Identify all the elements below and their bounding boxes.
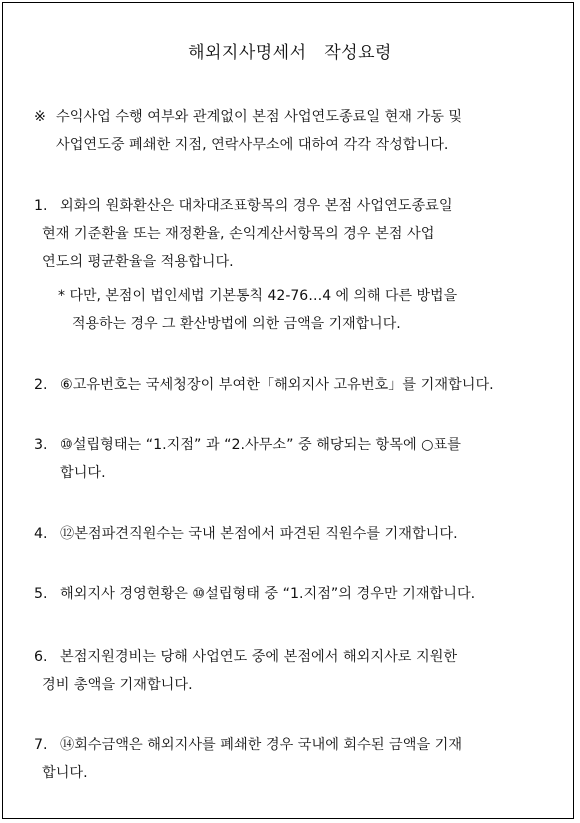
item-number: 7.: [34, 737, 48, 753]
item-1-line-1: 외화의 원화환산은 대차대조표항목의 경우 본점 사업연도종료일: [60, 198, 453, 214]
item-7: [34, 731, 554, 787]
item-1-line-3: 연도의 평균환율을 적용합니다.: [42, 254, 234, 270]
item-4-line-1: ⑫본점파견직원수는 국내 본점에서 파견된 직원수를 기재합니다.: [60, 526, 458, 542]
note-line-1: 수익사업 수행 여부와 관계없이 본점 사업연도종료일 현재 가동 및: [56, 109, 463, 125]
item-6: [34, 643, 554, 699]
item-7-line-1: ⑭회수금액은 해외지사를 폐쇄한 경우 국내에 회수된 금액을 기재: [60, 737, 463, 753]
item-number: 2.: [34, 377, 48, 393]
item-6-line-2: 경비 총액을 기재합니다.: [42, 677, 193, 693]
item-number: 1.: [34, 198, 48, 214]
item-5: [34, 580, 554, 608]
subnote-line-1: 다만, 본점이 법인세법 기본통칙 42-76…4 에 의해 다른 방법을: [69, 288, 458, 304]
item-4: [34, 520, 554, 548]
item-7-line-2: 합니다.: [42, 765, 88, 781]
item-1-line-2: 현재 기준환율 또는 재정환율, 손익계산서항목의 경우 본점 사업: [42, 226, 435, 242]
item-number: 4.: [34, 526, 48, 542]
item-number: 3.: [34, 437, 48, 453]
item-2-line-1: ⑥고유번호는 국세청장이 부여한「해외지사 고유번호」를 기재합니다.: [60, 377, 494, 393]
note-marker: ※: [34, 109, 46, 125]
subnote-line-2: 적용하는 경우 그 환산방법에 의한 금액을 기재합니다.: [72, 316, 401, 332]
note-line-2: 사업연도중 폐쇄한 지점, 연락사무소에 대하여 각각 작성합니다.: [56, 137, 449, 153]
item-3-line-2: 합니다.: [60, 465, 106, 481]
item-1: [34, 192, 554, 276]
item-1-subnote: [58, 282, 558, 338]
item-number: 6.: [34, 649, 48, 665]
item-5-line-1: 해외지사 경영현황은 ⑩설립형태 중 “1.지점”의 경우만 기재합니다.: [60, 586, 476, 602]
note-paragraph: [34, 103, 554, 159]
item-3-line-1: ⑩설립형태는 “1.지점” 과 “2.사무소” 중 해당되는 항목에 ○표를: [60, 437, 461, 453]
document-title: 해외지사명세서 작성요령: [188, 43, 392, 63]
item-3: [34, 431, 554, 487]
item-number: 5.: [34, 586, 48, 602]
item-6-line-1: 본점지원경비는 당해 사업연도 중에 본점에서 해외지사로 지원한: [60, 649, 458, 665]
subnote-marker: *: [58, 288, 65, 304]
item-2: [34, 371, 554, 399]
